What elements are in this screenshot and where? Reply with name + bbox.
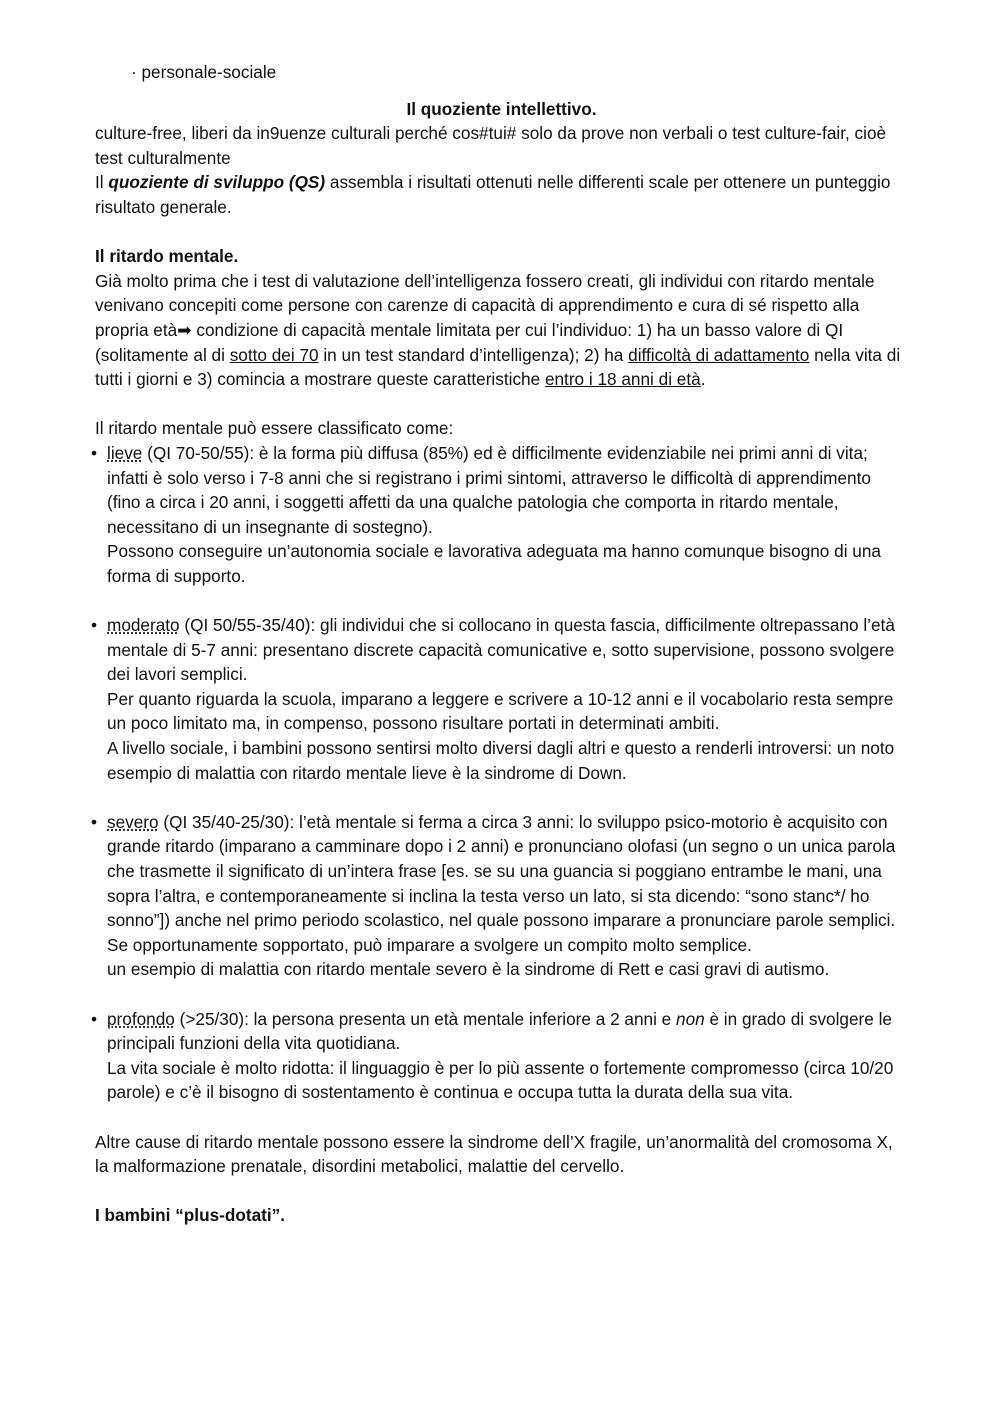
underlined-difficolta-adattamento: difficoltà di adattamento bbox=[628, 344, 810, 365]
list-item-lieve bbox=[91, 441, 908, 589]
text-fragment: (QI 35/40-25/30): l’età mentale si ferma a circa 3 anni: lo sviluppo psico-motorio è acquisito con grande ritardo (imparano a camminare dopo i 2 anni) e pronunciano olofasi (un segno o un unica parola che trasmette il significato di un’intera frase [es. se su una guancia si poggiano entrambe le mani, una sopra l’altra, e contemporaneamente si inclina la testa verso un lato, si sta dicendo: “sono stanc*/ ho sonno”]) anche nel primo periodo scolastico, nel quale possono imparare a pronunciare parole semplici. bbox=[107, 811, 896, 931]
bullet-icon: • bbox=[91, 1008, 98, 1029]
list-livelli-ritardo bbox=[91, 441, 908, 1105]
text-fragment: Già molto prima che i test di valutazione dell’intelligenza fossero creati, gli individui con ritardo mentale venivano concepiti come persone con carenze di capacità di apprendimento e cura di sé rispetto alla propria età bbox=[95, 270, 875, 340]
paragraph-classificazione-intro: Il ritardo mentale può essere classificato come: bbox=[95, 418, 454, 439]
text-fragment: (QI 70-50/55): è la forma più diffusa (85%) ed è difficilmente evidenziabile nei primi anni di vita; infatti è solo verso i 7-8 anni che si registrano i primi sintomi, attraverso le difficoltà di apprendimento (fino a circa i 20 anni, i soggetti affetti da una qualche patologia che comporta in ritardo mentale, necessitano di un insegnante di sostegno). bbox=[107, 442, 871, 537]
paragraph-ritardo-definizione bbox=[95, 269, 908, 392]
bullet-icon: • bbox=[91, 615, 98, 636]
spacer bbox=[95, 1105, 908, 1130]
text-fragment: in un test standard d’intelligenza); 2) ha bbox=[318, 344, 629, 365]
spacer bbox=[95, 220, 908, 245]
heading-quoziente-intellettivo: Il quoziente intellettivo. bbox=[406, 98, 597, 119]
level-description bbox=[107, 441, 908, 539]
level-description bbox=[107, 1007, 908, 1056]
list-item-moderato bbox=[91, 613, 908, 785]
text-fragment: Il bbox=[95, 172, 109, 193]
level-description bbox=[107, 810, 908, 933]
heading-bambini-plus-dotati: I bambini “plus-dotati”. bbox=[95, 1205, 286, 1226]
spacer bbox=[95, 392, 908, 417]
bullet-icon: • bbox=[91, 442, 98, 463]
text-fragment: è in grado di svolgere le principali funzioni della vita quotidiana. bbox=[107, 1008, 892, 1054]
list-item-personale-sociale: · personale-sociale bbox=[131, 62, 277, 82]
underlined-sotto-dei-70: sotto dei 70 bbox=[229, 344, 319, 365]
list-item-severo bbox=[91, 810, 908, 982]
arrow-right-icon: ➡ bbox=[177, 319, 192, 340]
text-fragment: nella vita di tutti i giorni e 3) comincia a mostrare queste caratteristiche bbox=[95, 344, 901, 390]
level-extra: A livello sociale, i bambini possono sentirsi molto diversi dagli altri e questo a renderli introversi: un noto esempio di malattia con ritardo mentale lieve è la sindrome di Down. bbox=[107, 738, 895, 783]
list-item-profondo bbox=[91, 1007, 908, 1105]
level-extra: Se opportunamente sopportato, può imparare a svolgere un compito molto semplice. bbox=[107, 934, 752, 955]
underlined-entro-18-anni: entro i 18 anni di età bbox=[544, 369, 701, 390]
text-fragment: (>25/30): la persona presenta un età mentale inferiore a 2 anni e bbox=[174, 1008, 677, 1029]
level-extra: La vita sociale è molto ridotta: il linguaggio è per lo più assente o fortemente compromesso (circa 10/20 parole) e c’è il bisogno di sostentamento è continua e occupa tutta la durata della sua vita. bbox=[107, 1057, 894, 1103]
level-extra: Per quanto riguarda la scuola, imparano a leggere e scrivere a 10-12 anni e il vocabolario resta sempre un poco limitato ma, in compenso, possono risultare portati in determinati ambiti. bbox=[107, 688, 894, 734]
paragraph-culture-free: culture-free, liberi da in9uenze culturali perché cos#tui# solo da prove non verbali o test culture-fair, cioè test culturalmente bbox=[95, 123, 887, 168]
text-fragment: condizione di capacità mentale limitata per cui l’individuo: 1) ha un basso valore di QI (solitamente al di bbox=[95, 319, 844, 365]
level-extra: Possono conseguire un’autonomia sociale e lavorativa adeguata ma hanno comunque bisogno di una forma di supporto. bbox=[107, 541, 881, 586]
level-extra: un esempio di malattia con ritardo mentale severo è la sindrome di Rett e casi gravi di autismo. bbox=[107, 959, 830, 980]
term-lieve: lieve bbox=[107, 442, 143, 463]
term-quoziente-di-sviluppo: quoziente di sviluppo (QS) bbox=[108, 172, 326, 193]
paragraph-altre-cause: Altre cause di ritardo mentale possono essere la sindrome dell’X fragile, un’anormalità del cromosoma X, la malformazione prenatale, disordini metabolici, malattie del cervello. bbox=[95, 1131, 893, 1177]
paragraph-quoziente-sviluppo bbox=[95, 170, 908, 219]
bullet-icon: • bbox=[91, 811, 98, 832]
text-fragment: (QI 50/55-35/40): gli individui che si collocano in questa fascia, difficilmente oltrepassano l’età mentale di 5-7 anni: presentano discrete capacità comunicative e, sotto supervisione, possono svolgere dei lavori semplici. bbox=[107, 615, 895, 685]
term-moderato: moderato bbox=[107, 615, 180, 636]
text-fragment: assembla i risultati ottenuti nelle differenti scale per ottenere un punteggio risultato generale. bbox=[95, 172, 891, 217]
emphasis-non: non bbox=[676, 1008, 705, 1029]
level-description bbox=[107, 613, 908, 687]
text-fragment: . bbox=[700, 369, 706, 390]
term-severo: severo bbox=[107, 811, 159, 832]
heading-ritardo-mentale: Il ritardo mentale. bbox=[95, 246, 239, 267]
term-profondo: profondo bbox=[107, 1008, 175, 1029]
spacer bbox=[95, 1179, 908, 1204]
